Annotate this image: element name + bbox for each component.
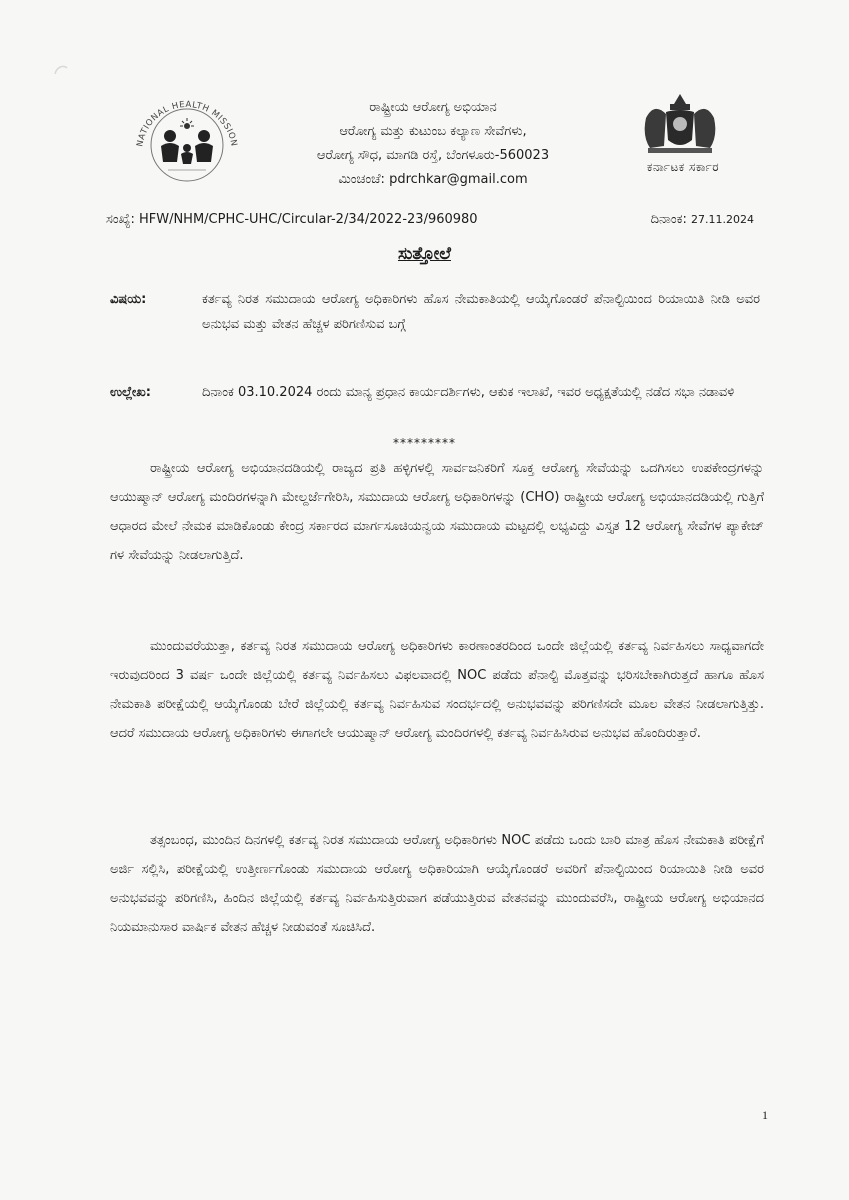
- reference-date-value: 27.11.2024: [691, 213, 754, 226]
- reference-number-label: ಸಂಖ್ಯೆ:: [106, 212, 135, 227]
- email-row: [268, 168, 598, 192]
- body-paragraph: ಮುಂದುವರೆಯುತ್ತಾ, ಕರ್ತವ್ಯ ನಿರತ ಸಮುದಾಯ ಆರೋಗ್ಯ ಅಧಿಕಾರಿಗಳು ಕಾರಣಾಂತರದಿಂದ ಒಂದೇ ಜಿಲ್ಲೆಯಲ್ಲಿ ಕರ್ತವ್ಯ ನಿರ್ವಹಿಸಲು ಸಾಧ್ಯವಾಗದೇ ಇರುವುದರಿಂದ 3 ವರ್ಷ ಒಂದೇ ಜಿಲ್ಲೆಯಲ್ಲಿ ಕರ್ತವ್ಯ ನಿರ್ವಹಿಸಲು ವಿಫಲವಾದಲ್ಲಿ NOC ಪಡೆದು ಪೆನಾಲ್ಟಿ ಮೊತ್ತವನ್ನು ಭರಿಸಬೇಕಾಗಿರುತ್ತದೆ ಹಾಗೂ ಹೊಸ ನೇಮಕಾತಿ ಪರೀಕ್ಷೆಯಲ್ಲಿ ಆಯ್ಕೆಗೊಂಡು ಬೇರೆ ಜಿಲ್ಲೆಯಲ್ಲಿ ಕರ್ತವ್ಯ ನಿರ್ವಹಿಸುವ ಸಂದರ್ಭದಲ್ಲಿ ಅನುಭವವನ್ನು ಪರಿಗಣಿಸದೇ ಮೂಲ ವೇತನ ನೀಡಲಾಗುತ್ತಿತ್ತು. ಆದರೆ ಸಮುದಾಯ ಆರೋಗ್ಯ ಅಧಿಕಾರಿಗಳು ಈಗಾಗಲೇ ಆಯುಷ್ಮಾನ್ ಆರೋಗ್ಯ ಮಂದಿರಗಳಲ್ಲಿ ಕರ್ತವ್ಯ ನಿರ್ವಹಿಸಿರುವ ಅನುಭವ ಹೊಂದಿರುತ್ತಾರೆ.: [110, 639, 764, 741]
- letterhead: [268, 96, 598, 192]
- reference-number: [106, 212, 478, 227]
- subject-text: ಕರ್ತವ್ಯ ನಿರತ ಸಮುದಾಯ ಆರೋಗ್ಯ ಅಧಿಕಾರಿಗಳು ಹೊಸ ನೇಮಕಾತಿಯಲ್ಲಿ ಆಯ್ಕೆಗೊಂಡರೆ ಪೆನಾಲ್ಟಿಯಿಂದ ರಿಯಾಯಿತಿ ನೀಡಿ ಅವರ ಅನುಭವ ಮತ್ತು ವೇತನ ಹೆಚ್ಚಳ ಪರಿಗಣಿಸುವ ಬಗ್ಗೆ: [202, 292, 760, 332]
- org-department: ಆರೋಗ್ಯ ಮತ್ತು ಕುಟುಂಬ ಕಲ್ಯಾಣ ಸೇವೆಗಳು,: [339, 124, 527, 139]
- body-paragraph: ರಾಷ್ಟ್ರೀಯ ಆರೋಗ್ಯ ಅಭಿಯಾನದಡಿಯಲ್ಲಿ ರಾಜ್ಯದ ಪ್ರತಿ ಹಳ್ಳಿಗಳಲ್ಲಿ ಸಾರ್ವಜನಿಕರಿಗೆ ಸೂಕ್ತ ಆರೋಗ್ಯ ಸೇವೆಯನ್ನು ಒದಗಿಸಲು ಉಪಕೇಂದ್ರಗಳನ್ನು ಆಯುಷ್ಮಾನ್ ಆರೋಗ್ಯ ಮಂದಿರಗಳನ್ನಾಗಿ ಮೇಲ್ದರ್ಜೆಗೇರಿಸಿ, ಸಮುದಾಯ ಆರೋಗ್ಯ ಅಧಿಕಾರಿಗಳನ್ನು (CHO) ರಾಷ್ಟ್ರೀಯ ಆರೋಗ್ಯ ಅಭಿಯಾನದಡಿಯಲ್ಲಿ ಗುತ್ತಿಗೆ ಆಧಾರದ ಮೇಲೆ ನೇಮಕ ಮಾಡಿಕೊಂಡು ಕೇಂದ್ರ ಸರ್ಕಾರದ ಮಾರ್ಗಸೂಚಿಯನ್ವಯ ಸಮುದಾಯ ಮಟ್ಟದಲ್ಲಿ ಲಭ್ಯವಿದ್ದು ವಿಸ್ತೃತ 12 ಆರೋಗ್ಯ ಸೇವೆಗಳ ಪ್ಯಾಕೇಜ್ ಗಳ ಸೇವೆಯನ್ನು ನೀಡಲಾಗುತ್ತಿದೆ.: [110, 461, 764, 563]
- karnataka-emblem-icon: [632, 88, 728, 160]
- state-caption: ಕರ್ನಾಟಕ ಸರ್ಕಾರ: [646, 160, 720, 174]
- reference-note-block: [110, 380, 760, 405]
- separator: *********: [393, 436, 456, 450]
- page-number: 1: [762, 1108, 768, 1122]
- nhm-logo: [128, 90, 246, 182]
- reference-row: [106, 212, 754, 232]
- subject-label: ವಿಷಯ:: [110, 292, 147, 307]
- email-label: ಮಿಂಚಂಚೆ:: [338, 172, 385, 187]
- nhm-logo-text: NATIONAL HEALTH MISSION: [135, 99, 239, 148]
- body-paragraph: ತತ್ಸಂಬಂಧ, ಮುಂದಿನ ದಿನಗಳಲ್ಲಿ ಕರ್ತವ್ಯ ನಿರತ ಸಮುದಾಯ ಆರೋಗ್ಯ ಅಧಿಕಾರಿಗಳು NOC ಪಡೆದು ಒಂದು ಬಾರಿ ಮಾತ್ರ ಹೊಸ ನೇಮಕಾತಿ ಪರೀಕ್ಷೆಗೆ ಅರ್ಜಿ ಸಲ್ಲಿಸಿ, ಪರೀಕ್ಷೆಯಲ್ಲಿ ಉತ್ತೀರ್ಣಗೊಂಡು ಸಮುದಾಯ ಆರೋಗ್ಯ ಅಧಿಕಾರಿಯಾಗಿ ಆಯ್ಕೆಗೊಂಡರೆ ಅವರಿಗೆ ಪೆನಾಲ್ಟಿಯಿಂದ ರಿಯಾಯಿತಿ ನೀಡಿ ಅವರ ಅನುಭವವನ್ನು ಪರಿಗಣಿಸಿ, ಹಿಂದಿನ ಜಿಲ್ಲೆಯಲ್ಲಿ ಕರ್ತವ್ಯ ನಿರ್ವಹಿಸುತ್ತಿರುವಾಗ ಪಡೆಯುತ್ತಿರುವ ವೇತನವನ್ನು ಮುಂದುವರೆಸಿ, ರಾಷ್ಟ್ರೀಯ ಆರೋಗ್ಯ ಅಭಿಯಾನದ ನಿಯಮಾನುಸಾರ ವಾರ್ಷಿಕ ವೇತನ ಹೆಚ್ಚಳ ನೀಡುವಂತೆ ಸೂಚಿಸಿದೆ.: [110, 833, 764, 935]
- org-name: ರಾಷ್ಟ್ರೀಯ ಆರೋಗ್ಯ ಅಭಿಯಾನ: [369, 100, 497, 115]
- subject-block: [110, 287, 760, 337]
- reference-date-label: ದಿನಾಂಕ:: [650, 212, 687, 227]
- reference-number-value: HFW/NHM/CPHC-UHC/Circular-2/34/2022-23/960980: [138, 212, 478, 227]
- email-address[interactable]: pdrchkar@gmail.com: [389, 172, 528, 187]
- document-title-text: ಸುತ್ತೋಲೆ: [397, 244, 451, 264]
- reference-note-text: ದಿನಾಂಕ 03.10.2024 ರಂದು ಮಾನ್ಯ ಪ್ರಧಾನ ಕಾರ್ಯದರ್ಶಿಗಳು, ಆಕುಕ ಇಲಾಖೆ, ಇವರ ಅಧ್ಯಕ್ಷತೆಯಲ್ಲಿ ನಡೆದ ಸಭಾ ನಡಾವಳಿ: [202, 385, 735, 400]
- org-address: ಆರೋಗ್ಯ ಸೌಧ, ಮಾಗಡಿ ರಸ್ತೆ, ಬೆಂಗಳೂರು-560023: [316, 148, 550, 163]
- document-title: [0, 244, 849, 264]
- reference-date: [651, 212, 754, 227]
- punch-hole-mark: [52, 62, 70, 80]
- reference-note-label: ಉಲ್ಲೇಖ:: [110, 385, 151, 400]
